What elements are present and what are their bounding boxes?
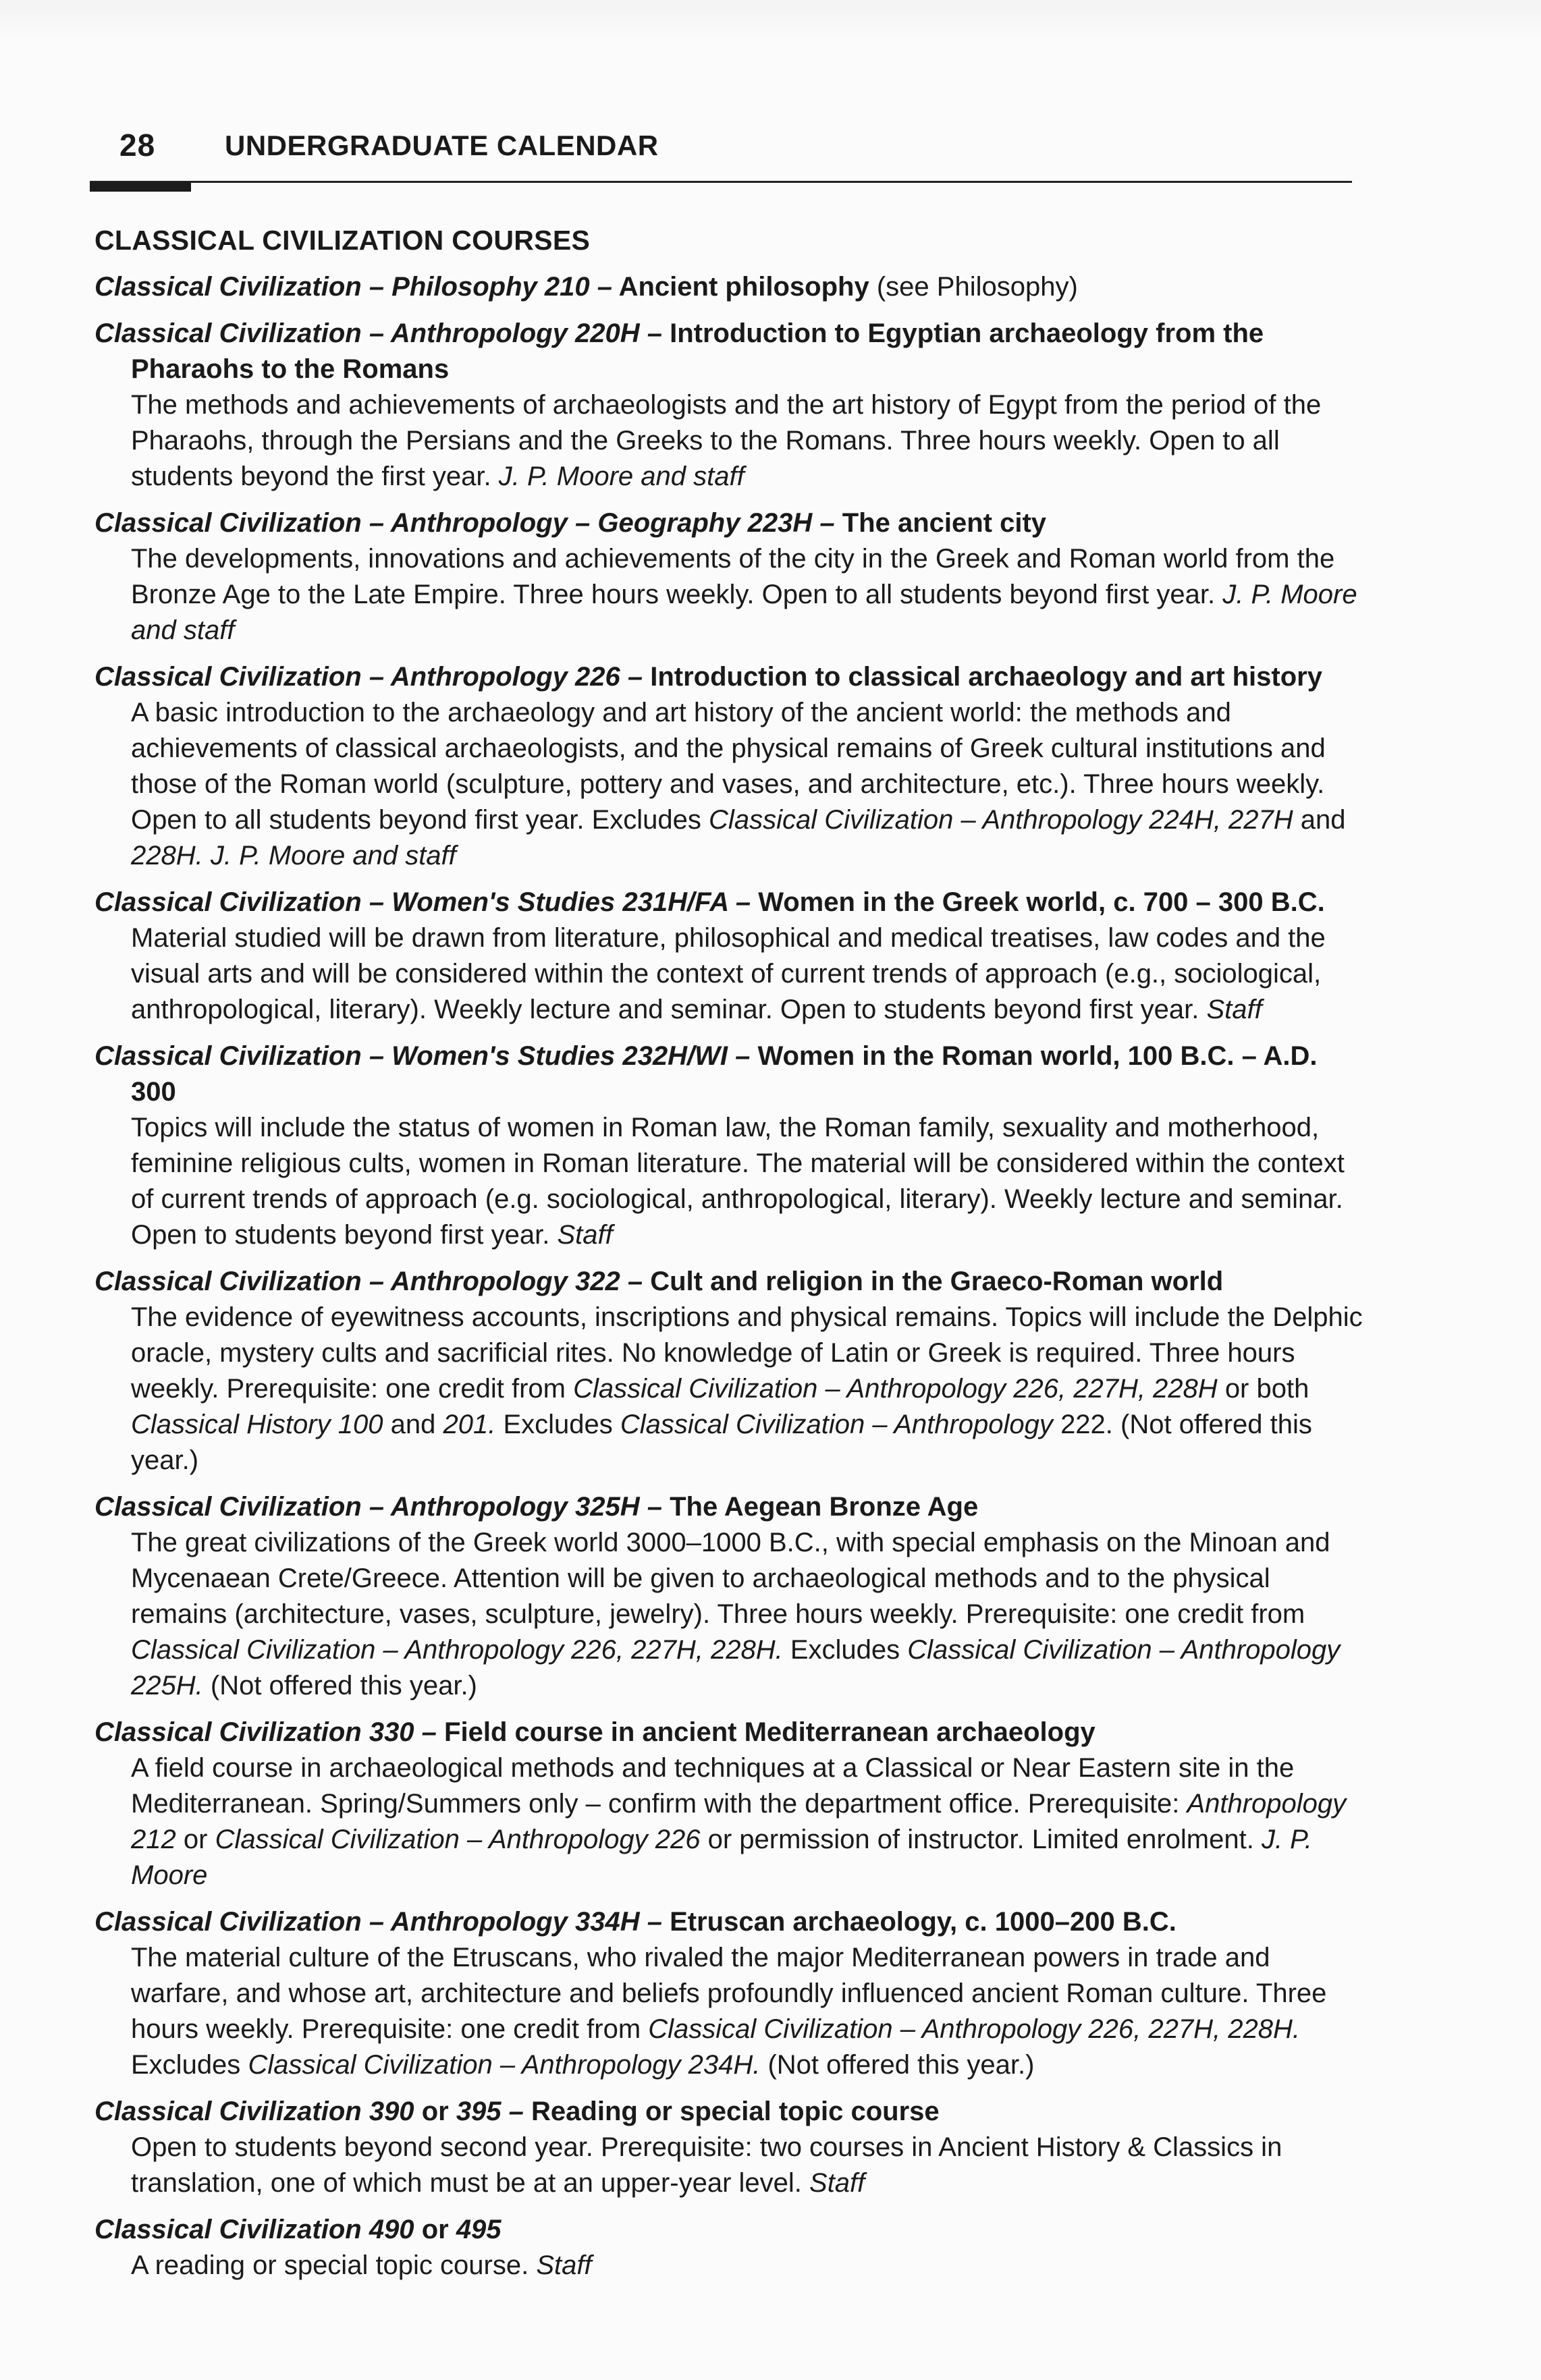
course-reference: 201.	[443, 1410, 496, 1439]
course-instructor: J. P. Moore	[131, 1825, 1312, 1890]
course-heading	[94, 659, 1363, 695]
course-reference: Classical Civilization – Anthropology 226, 227H, 228H.	[131, 1635, 783, 1665]
course-entry	[94, 1264, 1363, 1478]
course-description-text: (Not offered this year.)	[210, 1671, 477, 1700]
course-description-text: A basic introduction to the archaeology and art history of the ancient world: the methods and achievements of classical archaeologists, and the physical remains of Greek cultural institutions and those of the Roman world (sculpture, pottery and vases, and architecture, etc.). Three hours weekly. Open to all students beyond first year. Excludes	[131, 698, 1326, 835]
course-code-joiner: or	[421, 2097, 449, 2126]
course-reference: Classical Civilization – Anthropology 234H.	[248, 2050, 761, 2080]
course-entry	[94, 2094, 1363, 2201]
course-description	[94, 1525, 1363, 1704]
course-description	[94, 387, 1363, 495]
header-rule	[90, 181, 1352, 183]
course-description-text: or	[183, 1825, 208, 1854]
course-description-text: 222. (Not offered this year.)	[131, 1410, 1312, 1475]
course-reference: Classical Civilization – Anthropology 224H, 227H	[709, 805, 1293, 835]
course-reference: Classical Civilization – Anthropology 226, 227H, 228H.	[648, 2014, 1300, 2044]
course-reference: Classical Civilization – Anthropology 226, 227H, 228H	[573, 1374, 1218, 1404]
course-instructor: Staff	[1206, 995, 1262, 1024]
page-number: 28	[119, 128, 156, 163]
course-description-text: and	[390, 1410, 436, 1439]
course-description-text: Open to students beyond second year. Prerequisite: two courses in Ancient History & Classics in translation, one of which must be at an upper-year level.	[131, 2132, 1282, 2198]
course-instructor: Staff	[557, 1220, 613, 1250]
course-code: Classical Civilization – Anthropology 226 –	[94, 662, 643, 692]
course-listing	[94, 223, 1363, 2294]
course-description	[94, 920, 1363, 1028]
course-description-text: Material studied will be drawn from literature, philosophical and medical treatises, law codes and the visual arts and will be considered within the context of current trends of approach (e.g., sociological, anthropological, literary). Weekly lecture and seminar. Open to students beyond first year.	[131, 923, 1326, 1024]
course-code: Classical Civilization – Anthropology 220H –	[94, 319, 662, 348]
course-code: Classical Civilization – Anthropology 325H –	[94, 1492, 662, 1522]
course-title: Women in the Greek world, c. 700 – 300 B.C.	[758, 887, 1325, 917]
course-heading	[94, 2094, 1363, 2130]
course-title: The ancient city	[842, 508, 1047, 538]
course-description	[94, 1750, 1363, 1893]
course-reference: Classical Civilization – Anthropology 225H.	[131, 1635, 1341, 1700]
course-description	[94, 1300, 1363, 1478]
course-description-text: or permission of instructor. Limited enrolment.	[707, 1825, 1254, 1854]
course-entry	[94, 1904, 1363, 2083]
course-reference: 228H.	[131, 841, 203, 870]
course-description-text: A field course in archaeological methods and techniques at a Classical or Near Eastern site in the Mediterranean. Spring/Summers only – confirm with the department office. Prerequisite:	[131, 1753, 1295, 1819]
course-entry	[94, 885, 1363, 1028]
course-description-text: The developments, innovations and achievements of the city in the Greek and Roman world from the Bronze Age to the Late Empire. Three hours weekly. Open to all students beyond first year.	[131, 544, 1335, 609]
course-description-text: (Not offered this year.)	[767, 2050, 1035, 2080]
course-description	[94, 541, 1363, 648]
course-title: Field course in ancient Mediterranean archaeology	[444, 1717, 1096, 1747]
course-code: 395 –	[456, 2097, 524, 2126]
course-entry	[94, 316, 1363, 495]
course-description	[94, 695, 1363, 874]
course-instructor: J. P. Moore and staff	[131, 580, 1357, 645]
course-code: Classical Civilization – Anthropology – Geography 223H –	[94, 508, 835, 538]
course-title: Introduction to classical archaeology and art history	[650, 662, 1322, 692]
course-title: Cult and religion in the Graeco-Roman world	[650, 1267, 1224, 1296]
running-head: UNDERGRADUATE CALENDAR	[225, 130, 659, 161]
section-title: CLASSICAL CIVILIZATION COURSES	[94, 225, 591, 256]
course-code: Classical Civilization – Philosophy 210 –	[94, 272, 612, 302]
course-reference: Classical Civilization – Anthropology	[620, 1410, 1053, 1439]
course-description-text: The great civilizations of the Greek world 3000–1000 B.C., with special emphasis on the Minoan and Mycenaean Crete/Greece. Attention will be given to archaeological methods and to the physical remains (architecture, vases, sculpture, jewelry). Three hours weekly. Prerequisite: one credit from	[131, 1528, 1330, 1629]
course-code: Classical Civilization – Anthropology 322 –	[94, 1267, 643, 1296]
course-description-text: or both	[1224, 1374, 1309, 1404]
course-code: Classical Civilization 330 –	[94, 1717, 437, 1747]
course-description-text: The material culture of the Etruscans, who rivaled the major Mediterranean powers in trade and warfare, and whose art, architecture and beliefs profoundly influenced ancient Roman culture. Three hours weekly. Prerequisite: one credit from	[131, 1943, 1327, 2044]
course-instructor: Staff	[536, 2250, 592, 2280]
course-code: Classical Civilization – Women's Studies 231H/FA –	[94, 887, 751, 917]
course-code: 495	[456, 2215, 502, 2244]
course-reference: Anthropology 212	[131, 1789, 1347, 1854]
course-heading	[94, 885, 1363, 920]
course-description-text: Topics will include the status of women in Roman law, the Roman family, sexuality and motherhood, feminine religious cults, women in Roman literature. The material will be considered within the context of current trends of approach (e.g. sociological, anthropological, literary). Weekly lecture and seminar. Open to students beyond first year.	[131, 1113, 1345, 1250]
course-code: Classical Civilization – Anthropology 334H –	[94, 1907, 662, 1937]
course-heading	[94, 1039, 1363, 1110]
course-code: Classical Civilization 490	[94, 2215, 414, 2244]
course-entry	[94, 1715, 1363, 1893]
course-instructor: J. P. Moore and staff	[498, 462, 745, 491]
course-heading	[94, 505, 1363, 541]
course-description-text: Excludes	[131, 2050, 241, 2080]
course-title-note: (see Philosophy)	[876, 272, 1078, 302]
course-description	[94, 2130, 1363, 2201]
course-title: Etruscan archaeology, c. 1000–200 B.C.	[670, 1907, 1177, 1937]
course-heading	[94, 1904, 1363, 1940]
course-title: Women in the Roman world, 100 B.C. – A.D. 300	[131, 1041, 1318, 1107]
course-title: The Aegean Bronze Age	[670, 1492, 979, 1522]
course-heading	[94, 1264, 1363, 1300]
course-description-text: Excludes	[503, 1410, 613, 1439]
page-header	[90, 127, 1352, 181]
course-reference: Classical Civilization – Anthropology 226	[215, 1825, 701, 1854]
course-entry	[94, 505, 1363, 648]
course-heading	[94, 269, 1363, 305]
course-entry	[94, 269, 1363, 305]
course-description-text: A reading or special topic course.	[131, 2250, 529, 2280]
course-code-joiner: or	[421, 2215, 449, 2244]
course-description-text: The evidence of eyewitness accounts, inscriptions and physical remains. Topics will include the Delphic oracle, mystery cults and sacrificial rites. No knowledge of Latin or Greek is required. Three hours weekly. Prerequisite: one credit from	[131, 1302, 1363, 1404]
course-description-text: The methods and achievements of archaeologists and the art history of Egypt from the period of the Pharaohs, through the Persians and the Greeks to the Romans. Three hours weekly. Open to all students beyond the first year.	[131, 390, 1322, 491]
course-description	[94, 2248, 1363, 2284]
course-entry	[94, 1489, 1363, 1704]
course-title: Ancient philosophy	[618, 272, 869, 302]
course-instructor: Staff	[809, 2168, 865, 2198]
course-heading	[94, 2212, 1363, 2248]
course-description	[94, 1940, 1363, 2083]
course-title: Introduction to Egyptian archaeology from the Pharaohs to the Romans	[131, 319, 1264, 384]
course-reference: Classical History 100	[131, 1410, 383, 1439]
course-title: Reading or special topic course	[531, 2097, 940, 2126]
course-description-text: Excludes	[790, 1635, 900, 1665]
course-heading	[94, 1489, 1363, 1525]
course-heading	[94, 316, 1363, 387]
course-entry	[94, 1039, 1363, 1253]
course-entry	[94, 659, 1363, 874]
course-description	[94, 1110, 1363, 1253]
course-heading	[94, 1715, 1363, 1750]
course-code: Classical Civilization 390	[94, 2097, 414, 2126]
header-rule-block	[90, 182, 191, 192]
course-instructor: J. P. Moore and staff	[210, 841, 456, 870]
course-description-text: and	[1300, 805, 1346, 835]
course-entry	[94, 2212, 1363, 2284]
course-code: Classical Civilization – Women's Studies 232H/WI –	[94, 1041, 751, 1071]
